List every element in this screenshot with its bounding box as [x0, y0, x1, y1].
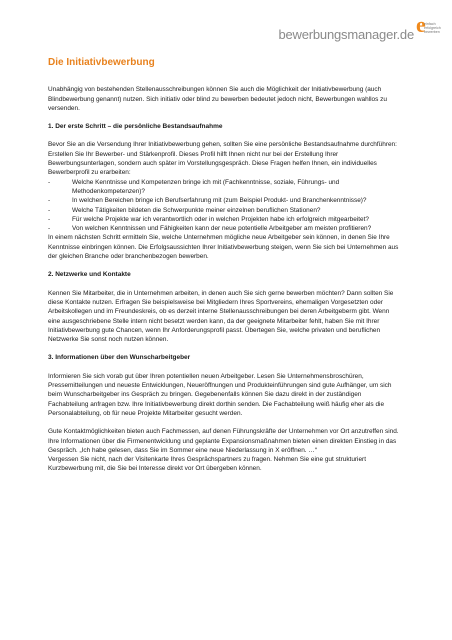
list-item: - Von welchen Kenntnissen und Fähigkeiten kann der neue potentielle Arbeitgeber am meisten profitieren?	[48, 224, 402, 233]
document-body	[48, 58, 402, 483]
question-list	[48, 178, 402, 234]
logo-e-icon: e einfach erfolgreich bewerben	[416, 20, 442, 42]
document-title: Die Initiativbewerbung	[48, 57, 155, 68]
intro-paragraph: Unabhängig von bestehenden Stellenausschreibungen können Sie auch die Möglichkeit der Initiativbewerbung (auch Blindbewerbung genannt) nutzen. Sich initiativ oder blind zu bewerben bedeutet jedoch nicht, Bewerbungen wahllos zu versenden.	[48, 86, 387, 112]
section-1-heading: 1. Der erste Schritt – die persönliche Bestandsaufnahme	[48, 123, 223, 131]
section-1-paragraph-2: In einem nächsten Schritt ermitteln Sie, welche Unternehmen mögliche neue Arbeitgeber sein können, in denen Sie Ihre Kenntnisse einbringen können. Die Erfolgsaussichten Ihrer Initiativbewerbung steigen, wenn Sie sich bei Unternehmen aus der gleichen Branche oder branchenbezogen bewerben.	[48, 234, 399, 261]
brand-logo[interactable]	[278, 12, 443, 42]
section-3-paragraph-1: Informieren Sie sich vorab gut über Ihren potentiellen neuen Arbeitgeber. Lesen Sie Unternehmensbroschüren, Pressemitteilungen und neueste Entwicklungen, Neueröffnungen und Produkteinführungen sind gute Aufhänger, um sich beim Wunscharbeitgeber ins Gespräch zu bringen. Gegebenenfalls können Sie dazu direkt in der zuständigen Fachabteilung anfragen bzw. Ihre Initiativbewerbung direkt dorthin senden. Die Fachabteilung weiß häufig eher als die Personalabteilung, ob für neue Projekte Mitarbeiter gesucht werden.	[48, 372, 392, 417]
section-2-heading: 2. Netzwerke und Kontakte	[48, 271, 131, 279]
section-2-paragraph-1: Kennen Sie Mitarbeiter, die in Unternehmen arbeiten, in denen auch Sie sich gerne bewerben möchten? Dann sollten Sie diese Kontakte nutzen. Erfragen Sie beispielsweise bei Mitgliedern Ihres Sportvereins, ehemaligen Vorgesetzten oder Arbeitskollegen und im Freundeskreis, ob es derzeit interne Stellenausschreibungen bei deren Arbeitgeberm gibt. Wenn eine ausgeschriebene Stelle intern nicht besetzt werden kann, da der geeignete Mitarbeiter fehlt, haben Sie mit Ihrer Initiativbewerbung gute Chancen, wenn Ihr Anforderungsprofil passt. Übertegen Sie, welche privaten und beruflichen Netzwerke Sie sonst noch nutzen können.	[48, 289, 394, 344]
list-item: - In welchen Bereichen bringe ich Berufserfahrung mit (zum Beispiel Produkt- und Branchenkenntnisse)?	[48, 196, 402, 205]
logo-wordmark: bewerbungsmanager.de	[278, 27, 414, 42]
logo-tagline: einfach erfolgreich bewerben	[424, 22, 441, 34]
section-1-paragraph-1: Bevor Sie an die Versendung Ihrer Initiativbewerbung gehen, sollten Sie eine persönliche Bestandsaufnahme durchführen: Erstellen Sie Ihr Bewerber- und Stärkenprofil. Dieses Profil hilft Ihnen nicht nur bei der Erstellung Ihrer Bewerbungsunterlagen, sondern auch später im Vorstellungsgespräch. Diese Fragen helfen Ihnen, ein individuelles Bewerberprofil zu erarbeiten:	[48, 141, 397, 177]
list-item: - Welche Tätigkeiten bildeten die Schwerpunkte meiner einzelnen beruflichen Stationen?	[48, 206, 402, 215]
section-3-heading: 3. Informationen über den Wunscharbeitgeber	[48, 354, 191, 362]
list-item: - Welche Kenntnisse und Kompetenzen bringe ich mit (Fachkenntnisse, soziale, Führungs- und Methodenkompetenzen)?	[48, 178, 402, 197]
section-3-paragraph-3: Vergessen Sie nicht, nach der Visitenkarte Ihres Gesprächspartners zu fragen. Nehmen Sie eine gut strukturiert Kurzbewerbung mit, die Sie bei Interesse direkt vor Ort übergeben können.	[48, 456, 366, 473]
section-3-paragraph-2: Gute Kontaktmöglichkeiten bieten auch Fachmessen, auf denen Führungskräfte der Unternehmen vor Ort anzutreffen sind. Ihre Informationen über die Firmenentwicklung und geplante Expansionsmaßnahmen bieten einen direkten Einstieg in das Gespräch. „Ich habe gelesen, dass Sie im Sommer eine neue Niederlassung in X eröffnen. …“	[48, 428, 399, 454]
list-item: - Für welche Projekte war ich verantwortlich oder in welchen Projekten habe ich erfolgreich mitgearbeitet?	[48, 215, 402, 224]
